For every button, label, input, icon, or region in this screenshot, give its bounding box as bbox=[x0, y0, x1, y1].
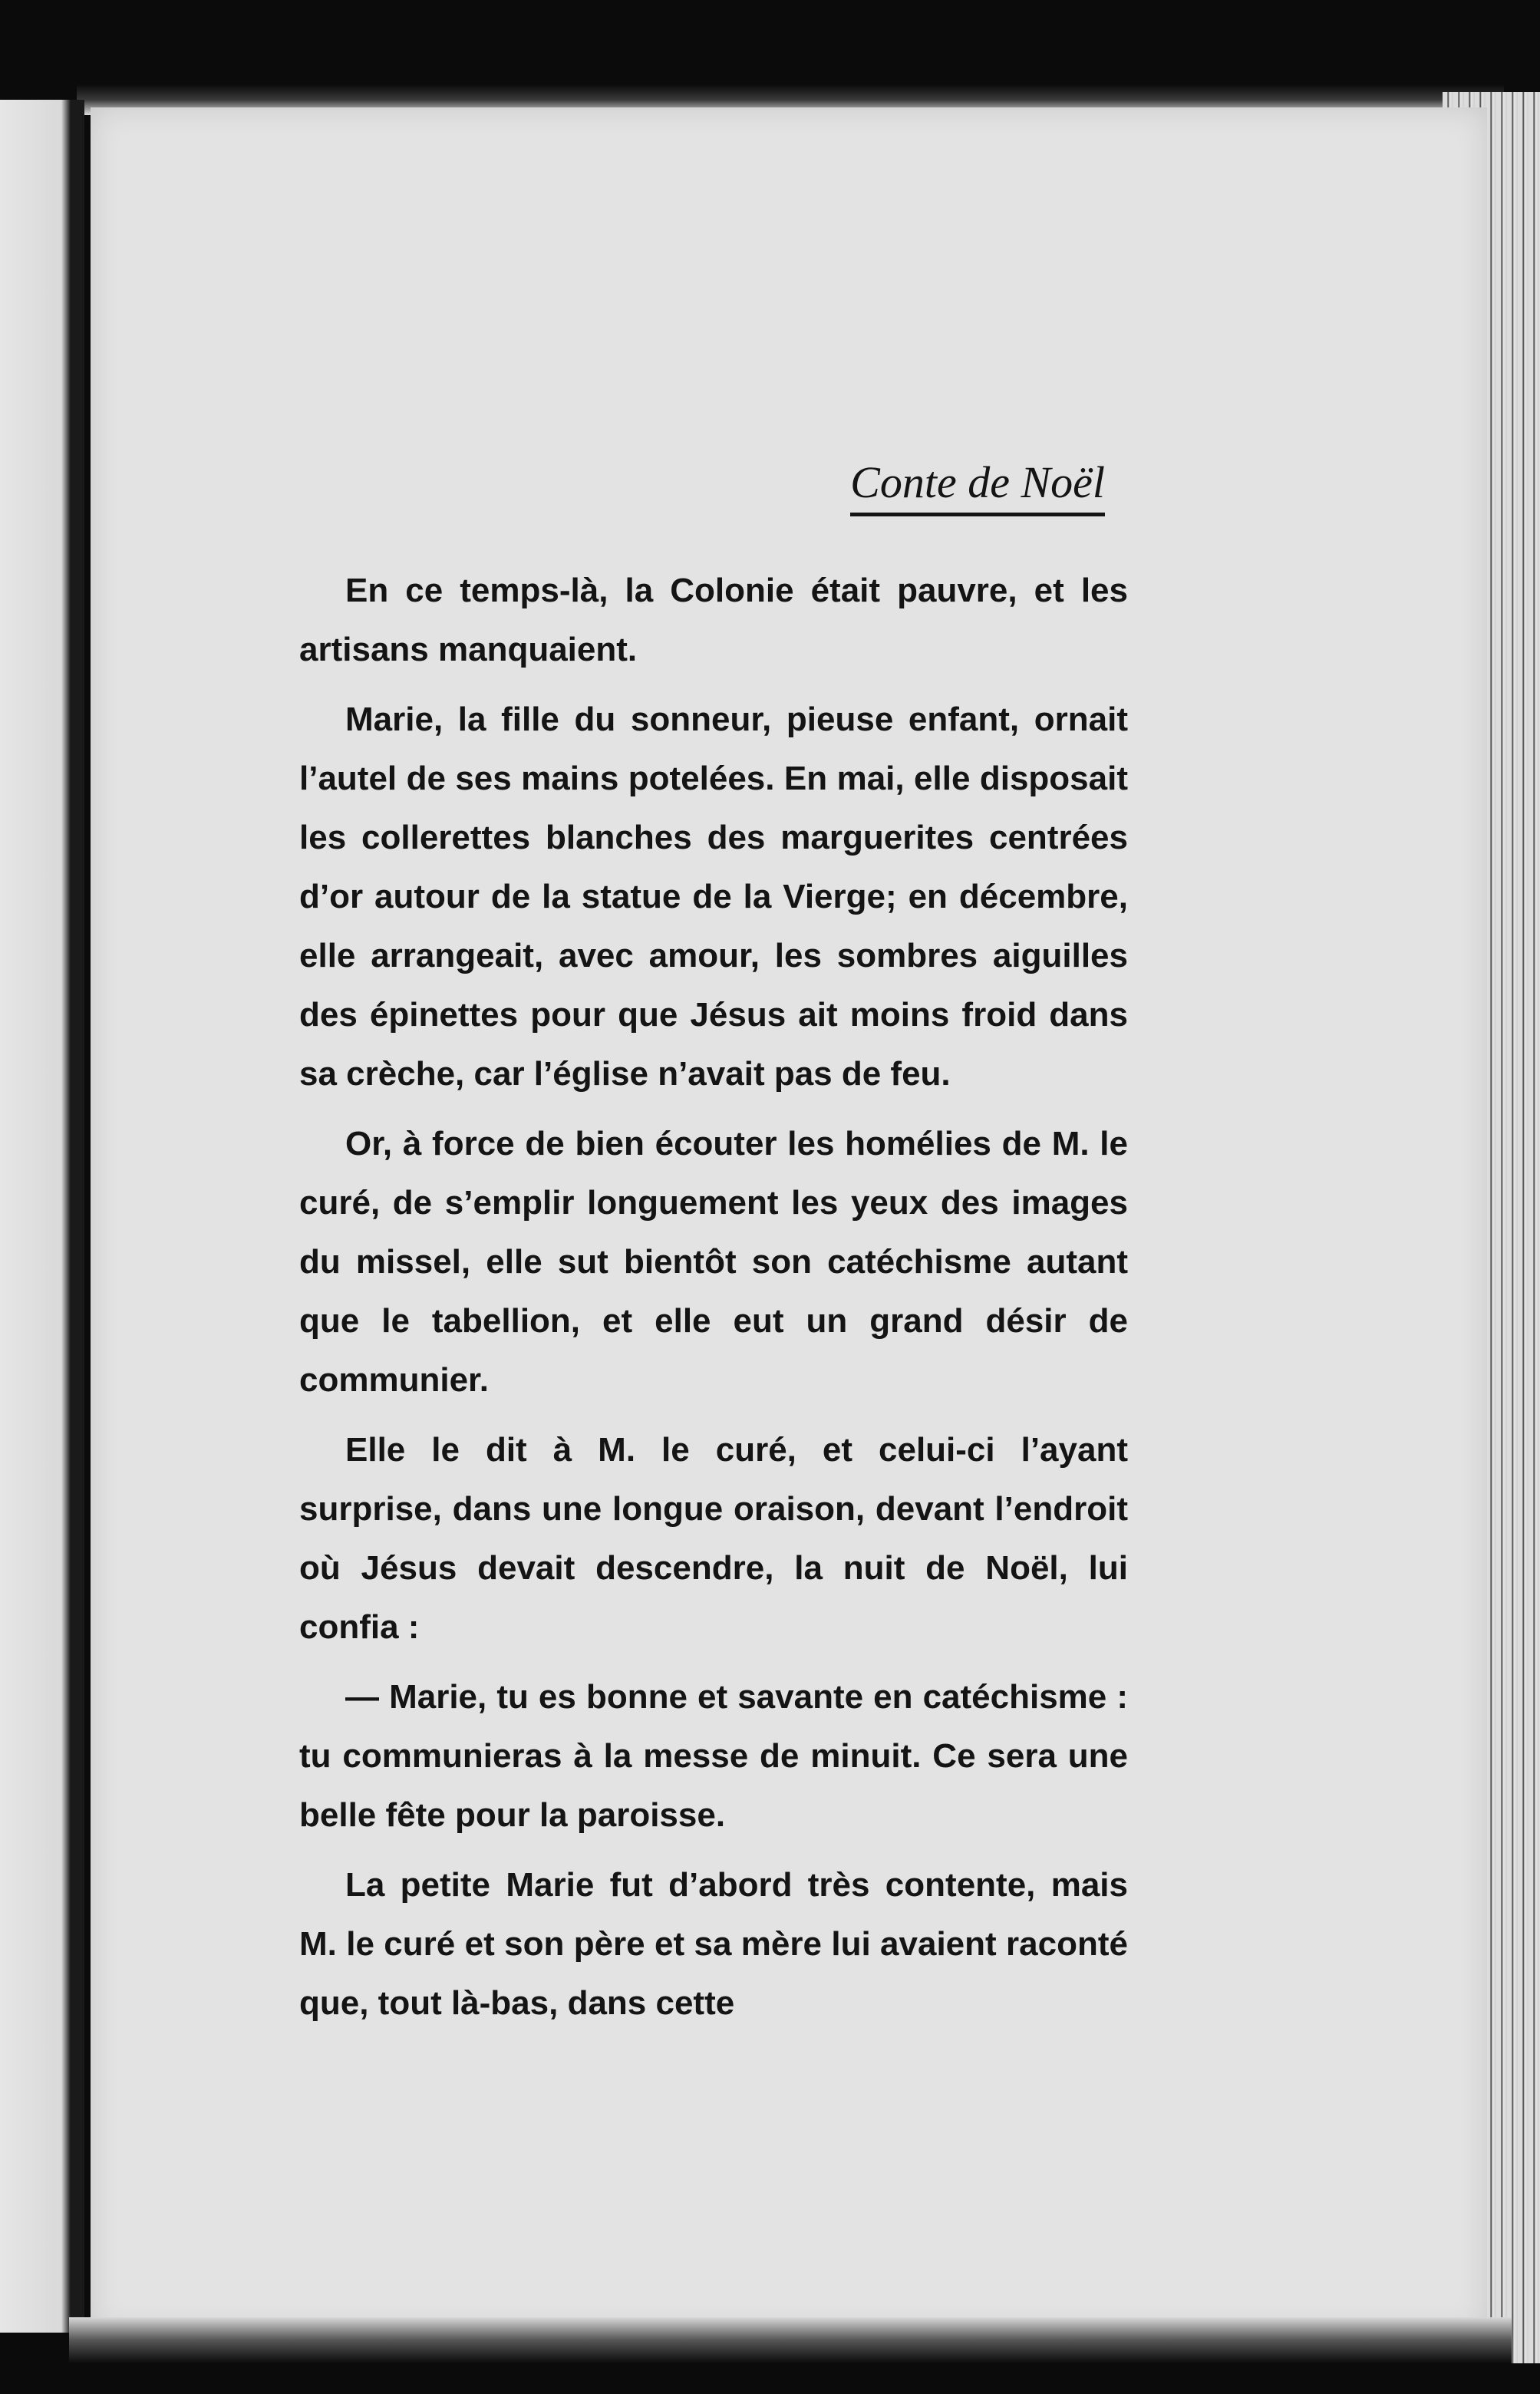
running-head bbox=[299, 457, 1128, 516]
paragraph-4: Elle le dit à M. le curé, et celui-ci l’ayant surprise, dans une longue oraison, devant l’endroit où Jésus devait descendre, la nuit de Noël, lui confia : bbox=[299, 1431, 1128, 1646]
paragraph-3: Or, à force de bien écouter les homélies de M. le curé, de s’emplir longuement les yeux des images du missel, elle sut bientôt son catéchisme autant que le tabellion, et elle eut un grand désir de communier. bbox=[299, 1125, 1128, 1399]
paragraph-2: Marie, la fille du sonneur, pieuse enfant, ornait l’autel de ses mains potelées. En mai, elle disposait les collerettes blanches des marguerites centrées d’or autour de la statue de la Vierge; en décembre, elle arrangeait, avec amour, les sombres aiguilles des épinettes pour que Jésus ait moins froid dans sa crèche, car l’église n’avait pas de feu. bbox=[299, 701, 1128, 1093]
book-spine bbox=[0, 100, 84, 2333]
paragraph-5: — Marie, tu es bonne et savante en catéchisme : tu communieras à la messe de minuit. Ce sera une belle fête pour la paroisse. bbox=[299, 1678, 1128, 1834]
paragraph-1: En ce temps-là, la Colonie était pauvre, et les artisans manquaient. bbox=[299, 572, 1128, 668]
paragraph-6: La petite Marie fut d’abord très contente, mais M. le curé et son père et sa mère lui avaient raconté que, tout là-bas, dans cette bbox=[299, 1866, 1128, 2022]
running-head-text: Conte de Noël bbox=[850, 460, 1105, 516]
page-text-block bbox=[299, 457, 1128, 2043]
page-bottom-edge bbox=[69, 2317, 1512, 2363]
